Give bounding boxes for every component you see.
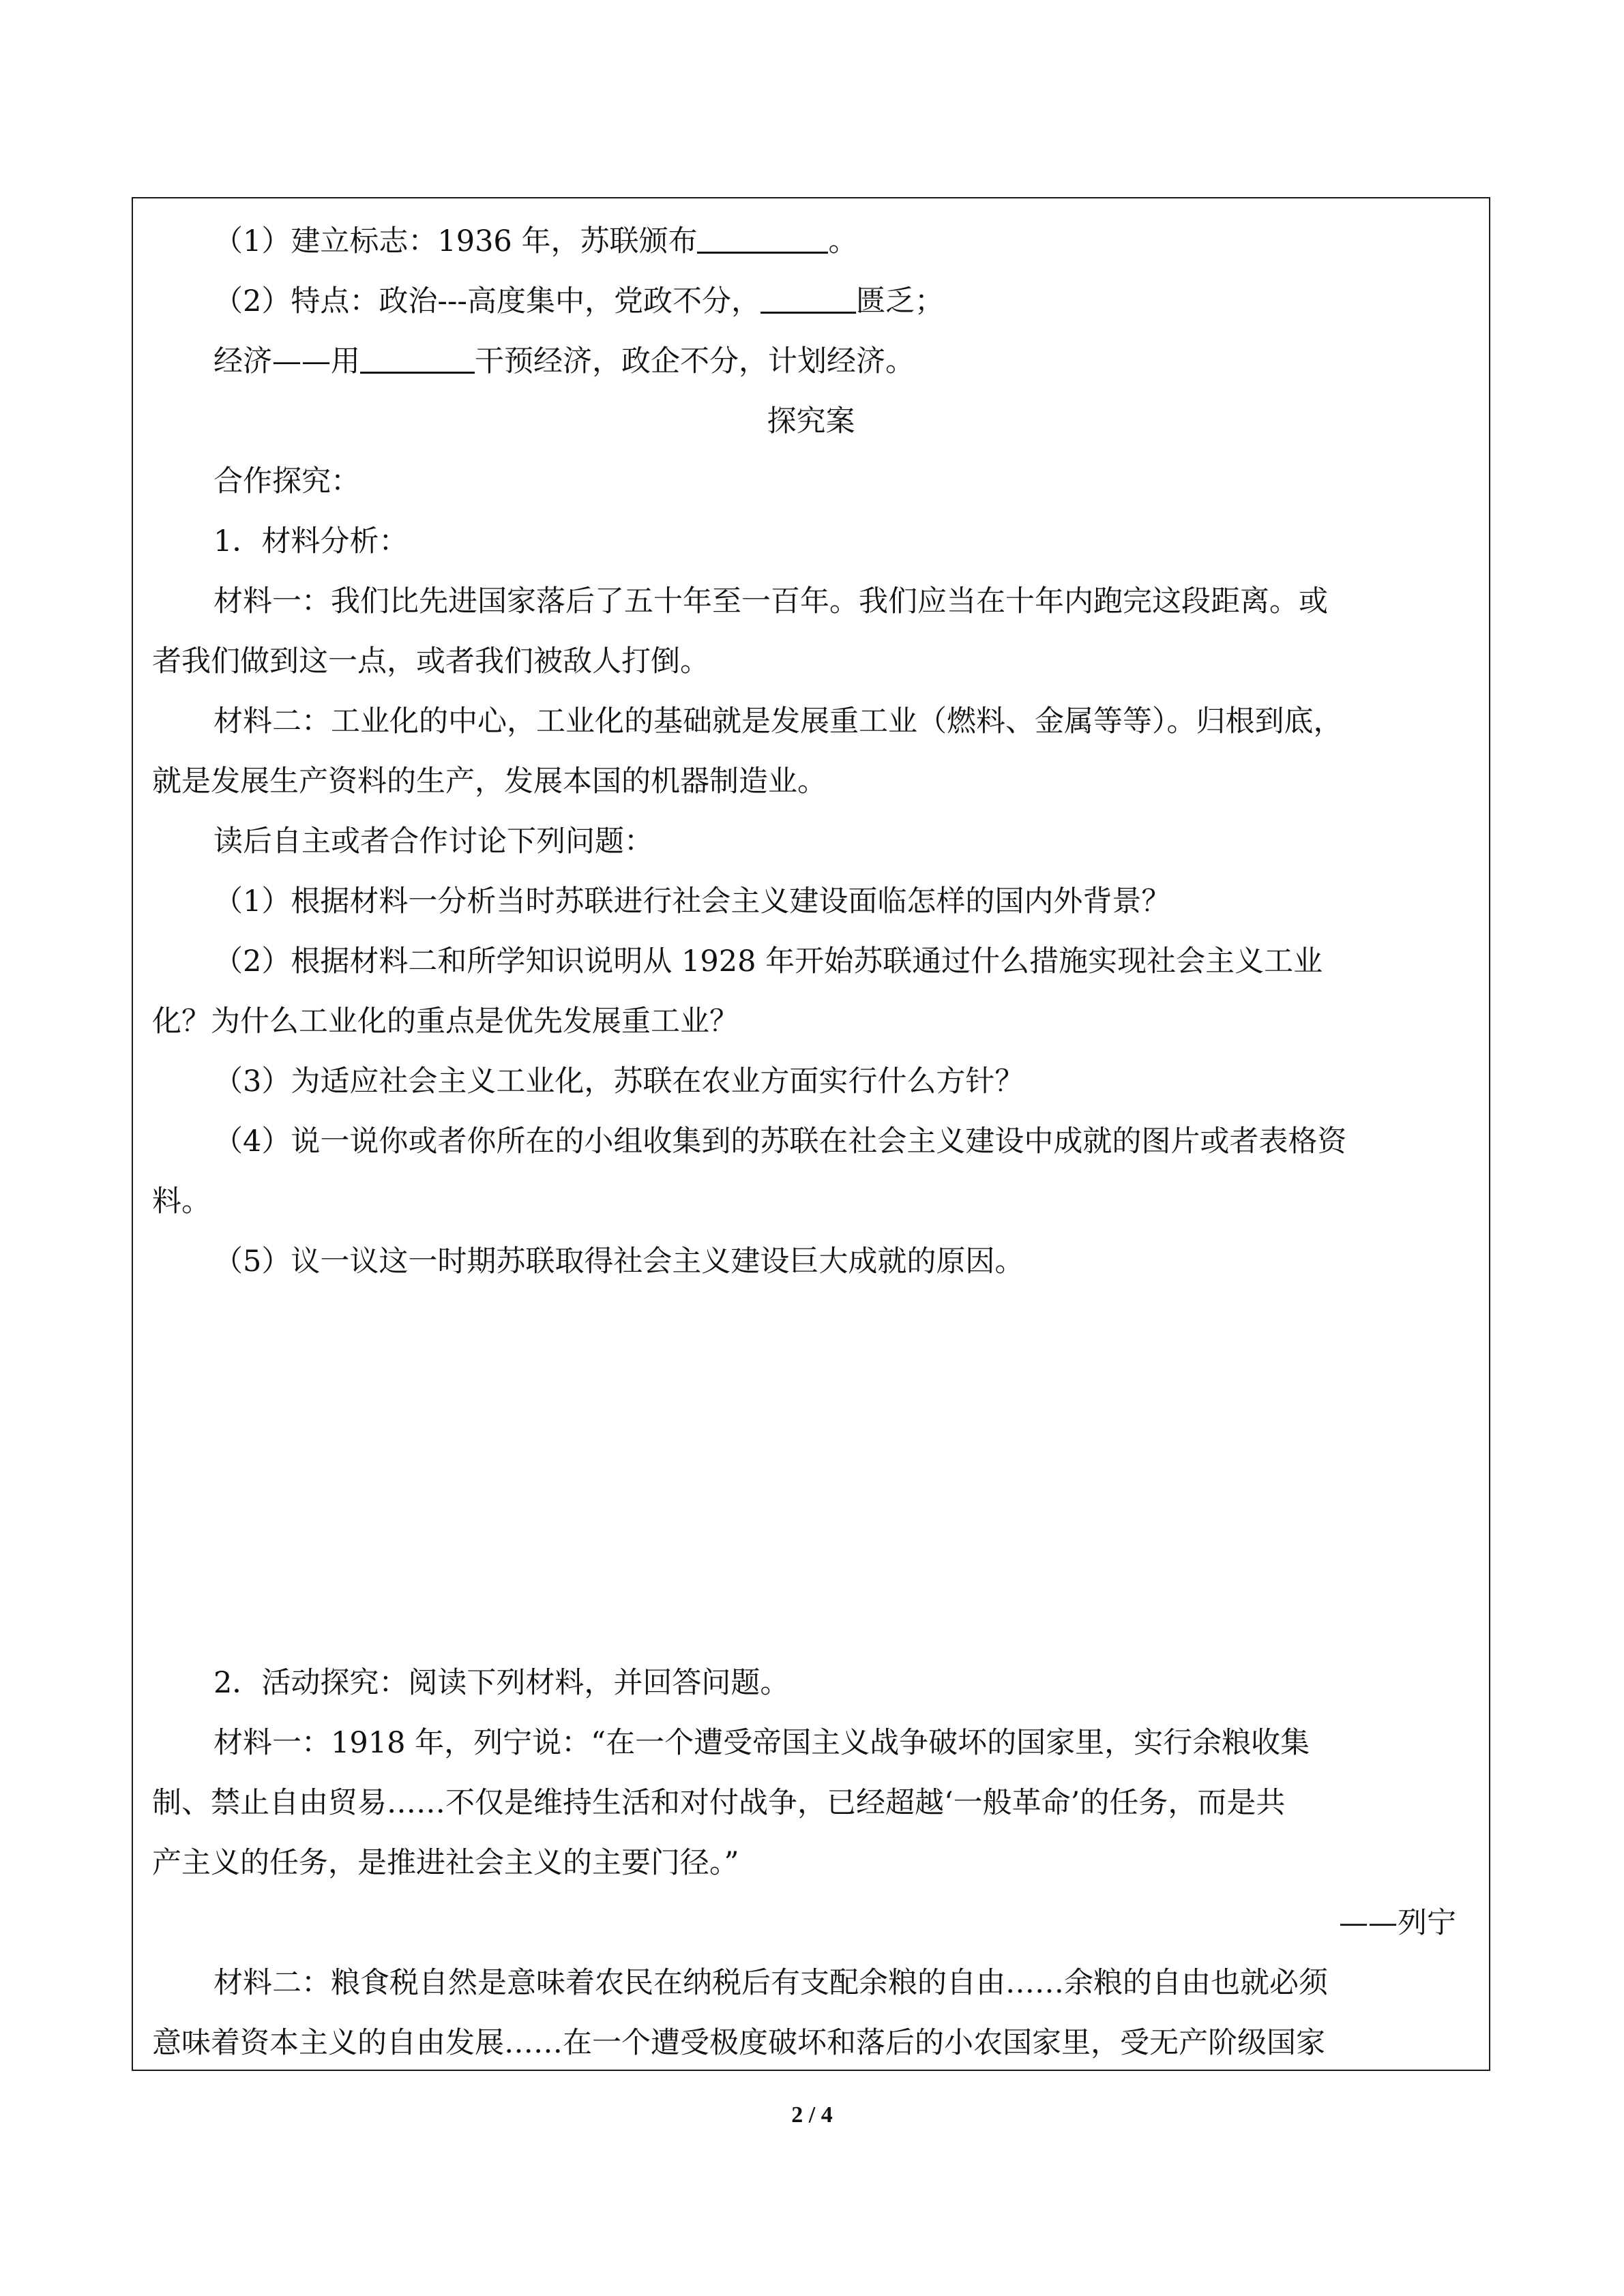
q1-item-5: （5）议一议这一时期苏联取得社会主义建设巨大成就的原因。 [213, 1244, 1024, 1279]
q2-material-1-cont: 制、禁止自由贸易……不仅是维持生活和对付战争，已经超越‘一般革命’的任务，而是共 [152, 1786, 1286, 1820]
q2-material-2-cont: 意味着资本主义的自由发展……在一个遭受极度破坏和落后的小农国家里，受无产阶级国家 [152, 2026, 1325, 2060]
answer-space[interactable] [152, 1292, 1470, 1653]
q1-item-4-cont: 料。 [152, 1184, 211, 1219]
blank-field[interactable] [360, 340, 475, 374]
q1-prompt: 读后自主或者合作讨论下列问题： [213, 824, 653, 859]
blank-field[interactable] [697, 220, 828, 254]
q1-material-2-cont: 就是发展生产资料的生产，发展本国的机器制造业。 [152, 764, 827, 799]
q1-material-1-cont: 者我们做到这一点，或者我们被敌人打倒。 [152, 644, 709, 679]
q2-material-1-cont2: 产主义的任务，是推进社会主义的主要门径。” [152, 1846, 739, 1880]
q1-item-4: （4）说一说你或者你所在的小组收集到的苏联在社会主义建设中成就的图片或者表格资 [213, 1124, 1347, 1159]
line-features-politics: （2）特点：政治---高度集中，党政不分， 匮乏； [152, 271, 1470, 331]
attribution: ——列宁 [1339, 1906, 1456, 1940]
q1-material-2: 材料二：工业化的中心，工业化的基础就是发展重工业（燃料、金属等等）。归根到底， [213, 704, 1343, 739]
blank-field[interactable] [761, 280, 856, 314]
q1-heading: 1．材料分析： [213, 524, 409, 558]
q1-item-1: （1）根据材料一分析当时苏联进行社会主义建设面临怎样的国内外背景？ [213, 884, 1171, 919]
q2-heading: 2．活动探究：阅读下列材料，并回答问题。 [213, 1666, 790, 1700]
q1-item-2-cont: 化？为什么工业化的重点是优先发展重工业？ [152, 1004, 739, 1039]
q2-material-2: 材料二：粮食税自然是意味着农民在纳税后有支配余粮的自由……余粮的自由也就必须 [213, 1966, 1328, 2000]
page-number: 2 / 4 [791, 2102, 833, 2128]
worksheet-content [152, 211, 1470, 2073]
line-establishment: （1）建立标志：1936 年，苏联颁布 。 [152, 211, 1470, 271]
coop-title: 合作探究： [213, 464, 360, 498]
q1-item-3: （3）为适应社会主义工业化，苏联在农业方面实行什么方针？ [213, 1064, 1024, 1099]
q1-item-2: （2）根据材料二和所学知识说明从 1928 年开始苏联通过什么措施实现社会主义工业 [213, 944, 1323, 979]
line-features-economy: 经济——用 干预经济，政企不分，计划经济。 [152, 331, 1470, 391]
q2-material-1: 材料一：1918 年，列宁说：“在一个遭受帝国主义战争破坏的国家里，实行余粮收集 [213, 1726, 1310, 1760]
section-title: 探究案 [767, 404, 855, 438]
q1-material-1: 材料一：我们比先进国家落后了五十年至一百年。我们应当在十年内跑完这段距离。或 [213, 584, 1328, 618]
